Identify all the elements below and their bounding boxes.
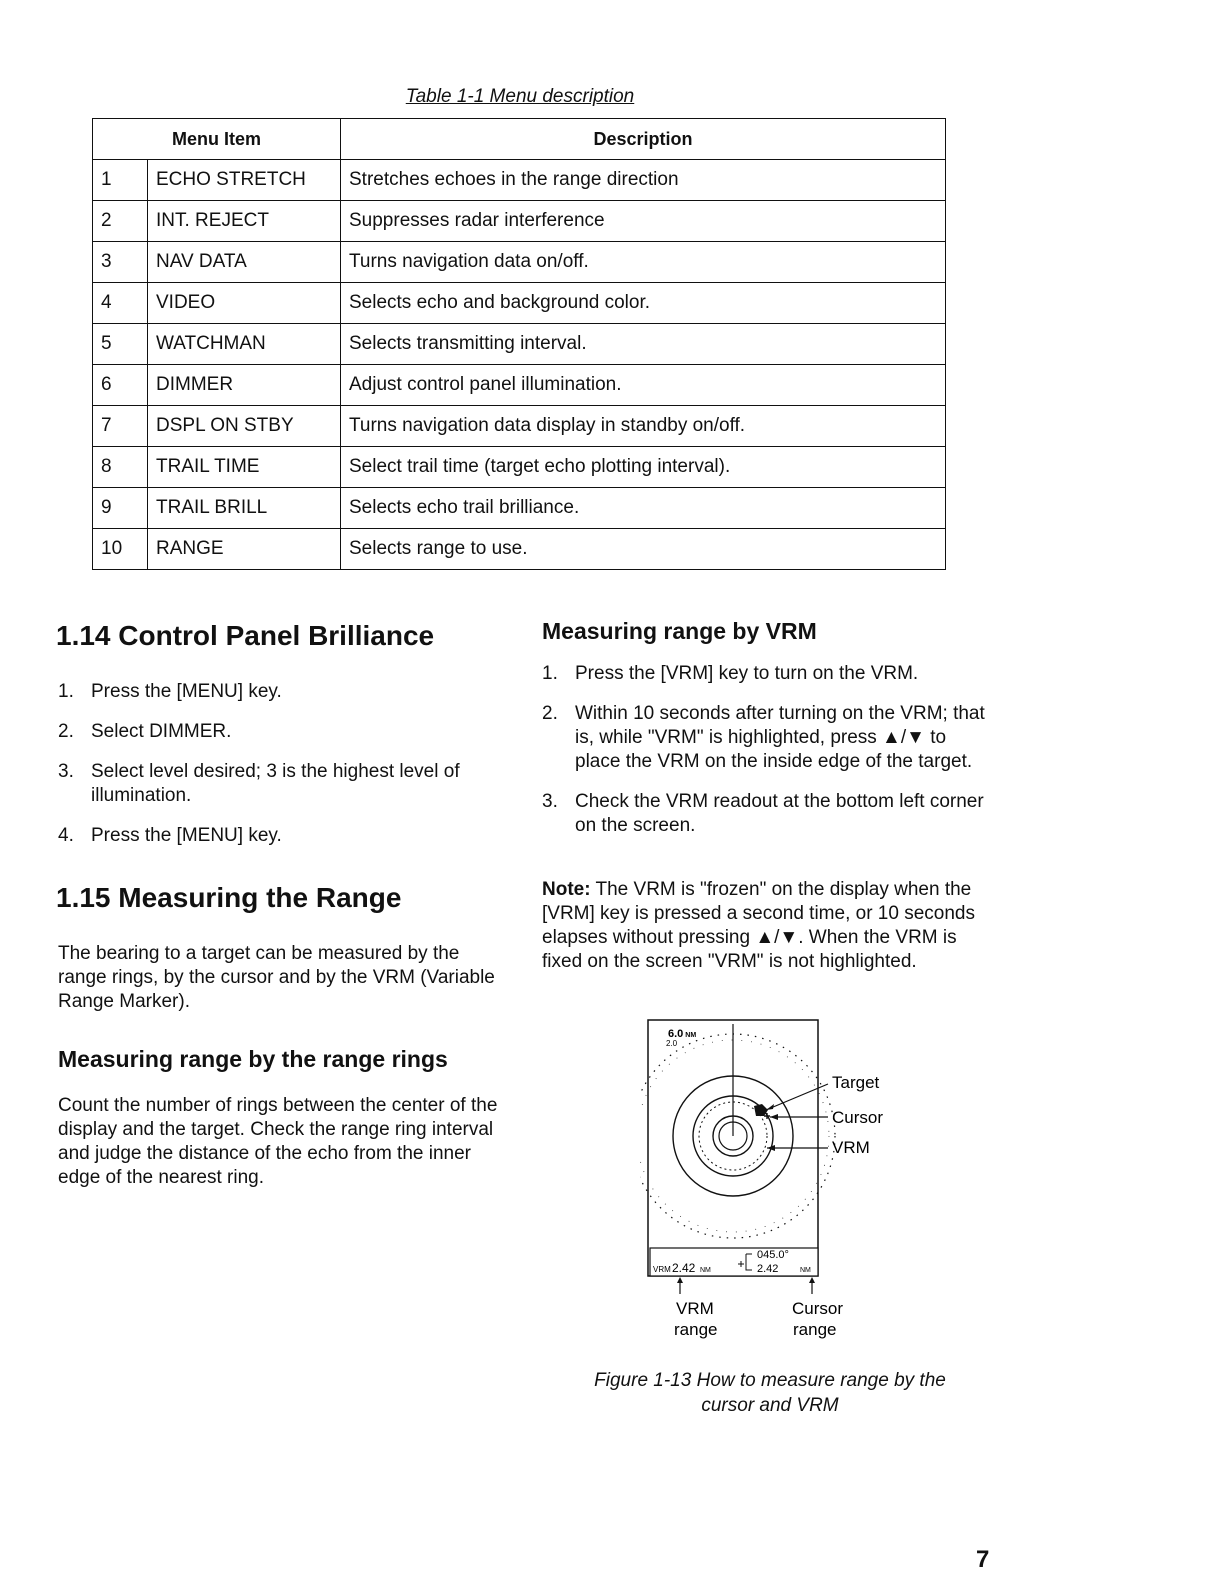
header-description: Description	[341, 119, 946, 160]
step-number: 3.	[542, 791, 558, 812]
row-description: Selects transmitting interval.	[341, 324, 946, 365]
row-number: 9	[93, 488, 148, 529]
table-row	[93, 242, 946, 283]
step-text: Select DIMMER.	[91, 721, 232, 742]
bearing-scale	[640, 1034, 835, 1238]
row-menu-item: ECHO STRETCH	[148, 160, 341, 201]
section-115-title: 1.15 Measuring the Range	[56, 882, 402, 913]
row-menu-item: TRAIL BRILL	[148, 488, 341, 529]
arrow-icon	[677, 1277, 683, 1283]
step-number: 4.	[58, 825, 74, 846]
row-number: 6	[93, 365, 148, 406]
row-description: Turns navigation data display in standby on/off.	[341, 406, 946, 447]
table-row	[93, 406, 946, 447]
step-text: Press the [VRM] key to turn on the VRM.	[575, 663, 919, 684]
list-item	[58, 760, 508, 808]
step-number: 3.	[58, 761, 74, 782]
step-text: Press the [MENU] key.	[91, 681, 282, 702]
list-item	[58, 720, 508, 744]
row-description: Select trail time (target echo plotting interval).	[341, 447, 946, 488]
step-number: 1.	[542, 663, 558, 684]
table-row	[93, 324, 946, 365]
vrm-readout-unit: NM	[700, 1267, 711, 1274]
vrm-readout-value: 2.42	[672, 1261, 696, 1275]
range-rings-text: Count the number of rings between the center of the display and the target. Check the range ring interval and judge the distance of the echo from the inner edge of the nearest ring.	[58, 1095, 498, 1188]
bottom-vrm-range-label: range	[674, 1320, 718, 1339]
table-row	[93, 529, 946, 570]
table-row	[93, 365, 946, 406]
row-menu-item: RANGE	[148, 529, 341, 570]
list-item	[58, 680, 508, 704]
step-text: Within 10 seconds after turning on the VRM; that is, while "VRM" is highlighted, press ▲/▼ to place the VRM on the inside edge of the target.	[575, 703, 985, 772]
row-number: 4	[93, 283, 148, 324]
row-menu-item: DIMMER	[148, 365, 341, 406]
row-number: 2	[93, 201, 148, 242]
label-target: Target	[832, 1073, 880, 1092]
vrm-note	[542, 878, 988, 974]
list-item	[58, 824, 508, 848]
figure-caption-line: Figure 1-13 How to measure range by the	[594, 1370, 946, 1391]
section-114-title: 1.14 Control Panel Brilliance	[56, 620, 435, 651]
section-114-steps	[58, 680, 508, 864]
cursor-range-unit: NM	[800, 1267, 811, 1274]
table-row	[93, 447, 946, 488]
step-text: Press the [MENU] key.	[91, 825, 282, 846]
section-115-intro: The bearing to a target can be measured by the range rings, by the cursor and by the VRM (Variable Range Marker).	[58, 943, 495, 1012]
table-row	[93, 488, 946, 529]
row-description: Suppresses radar interference	[341, 201, 946, 242]
row-description: Selects echo trail brilliance.	[341, 488, 946, 529]
list-item	[542, 662, 992, 686]
bottom-cursor-range-label: range	[793, 1320, 837, 1339]
row-description: Selects echo and background color.	[341, 283, 946, 324]
row-description: Turns navigation data on/off.	[341, 242, 946, 283]
note-label: Note:	[542, 879, 591, 900]
row-description: Stretches echoes in the range direction	[341, 160, 946, 201]
figure-caption	[560, 1368, 980, 1418]
table-header-row	[93, 119, 946, 160]
arrow-icon	[809, 1277, 815, 1283]
table-row	[93, 160, 946, 201]
vrm-readout-label: VRM	[653, 1265, 671, 1274]
bearing-scale-inner	[640, 1040, 829, 1232]
row-description: Adjust control panel illumination.	[341, 365, 946, 406]
cursor-bearing: 045.0°	[757, 1249, 789, 1261]
list-item	[542, 790, 992, 838]
row-number: 8	[93, 447, 148, 488]
cursor-range-value: 2.42	[757, 1263, 779, 1275]
row-number: 5	[93, 324, 148, 365]
label-vrm: VRM	[832, 1138, 870, 1157]
figure-caption-line: cursor and VRM	[701, 1395, 839, 1416]
range-scale-text: 6.0 NM	[668, 1028, 697, 1040]
row-number: 1	[93, 160, 148, 201]
table-row	[93, 283, 946, 324]
table-row	[93, 201, 946, 242]
row-menu-item: WATCHMAN	[148, 324, 341, 365]
row-menu-item: TRAIL TIME	[148, 447, 341, 488]
step-number: 1.	[58, 681, 74, 702]
table-caption: Table 1-1 Menu description	[405, 86, 635, 107]
radar-figure	[640, 1018, 900, 1358]
bottom-cursor-label: Cursor	[792, 1299, 844, 1318]
step-text: Select level desired; 3 is the highest level of illumination.	[91, 761, 460, 806]
row-menu-item: DSPL ON STBY	[148, 406, 341, 447]
row-menu-item: VIDEO	[148, 283, 341, 324]
range-rings-title: Measuring range by the range rings	[58, 1046, 448, 1072]
step-number: 2.	[542, 703, 558, 724]
vrm-steps	[542, 662, 992, 854]
list-item	[542, 702, 992, 774]
row-number: 10	[93, 529, 148, 570]
page-number: 7	[976, 1546, 990, 1573]
row-menu-item: NAV DATA	[148, 242, 341, 283]
header-menu-item: Menu Item	[93, 119, 341, 160]
row-number: 3	[93, 242, 148, 283]
arrow-icon	[770, 1114, 778, 1120]
step-text: Check the VRM readout at the bottom left corner on the screen.	[575, 791, 984, 836]
step-number: 2.	[58, 721, 74, 742]
label-cursor: Cursor	[832, 1108, 884, 1127]
bottom-vrm-label: VRM	[676, 1299, 714, 1318]
row-description: Selects range to use.	[341, 529, 946, 570]
note-text: The VRM is "frozen" on the display when the [VRM] key is pressed a second time, or 10 seconds elapses without pressing ▲/▼. When the VRM is fixed on the screen "VRM" is not highlighted.	[542, 879, 975, 972]
row-menu-item: INT. REJECT	[148, 201, 341, 242]
vrm-section-title: Measuring range by VRM	[542, 618, 817, 644]
row-number: 7	[93, 406, 148, 447]
menu-description-table	[92, 118, 946, 570]
ring-interval-text: 2.0	[666, 1039, 678, 1048]
